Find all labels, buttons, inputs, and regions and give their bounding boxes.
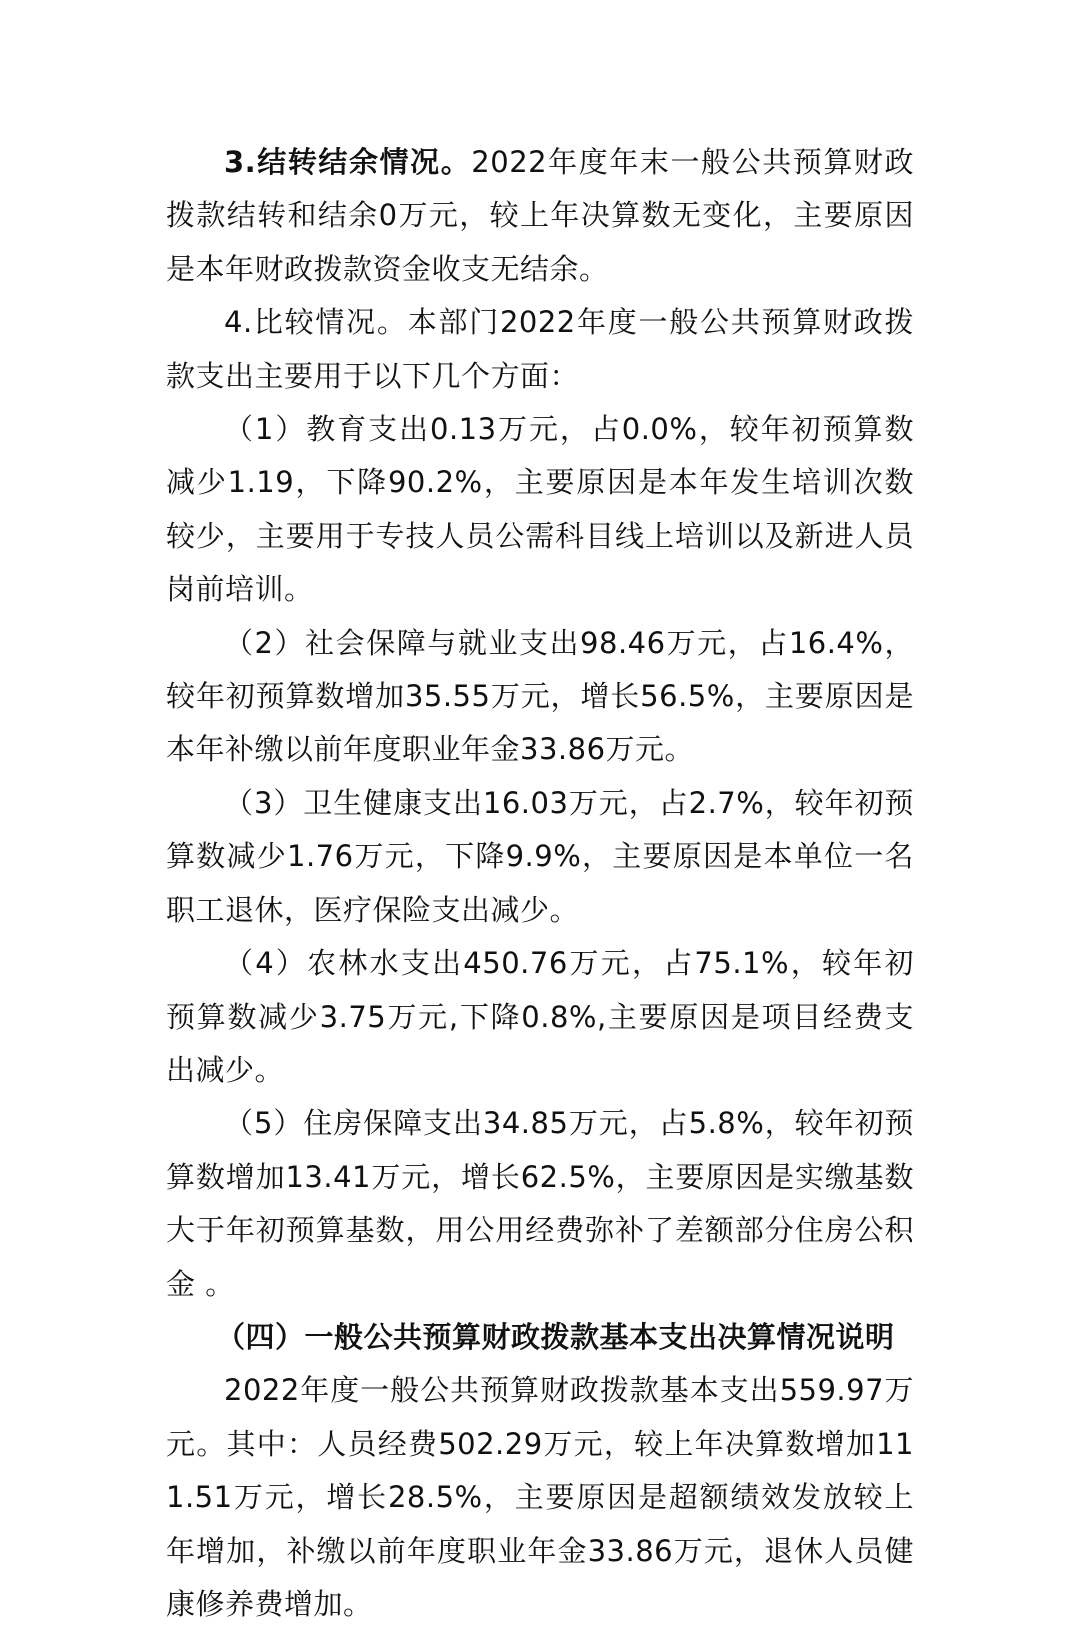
comparison-paragraph [166,296,914,403]
basic-expenditure-heading: （四）一般公共预算财政拨款基本支出决算情况说明 [216,1319,895,1354]
item-agriculture: （4）农林水支出450.76万元，占75.1%，较年初预算数减少3.75万元,下降0.8%,主要原因是项目经费支出减少。 [166,946,914,1087]
document-body [166,136,914,1631]
carryover-lead: 3.结转结余情况。 [224,145,472,179]
carryover-text: 2022年度年末一般公共预算财政拨款结转和结余0万元，较上年决算数无变化，主要原因是本年财政拨款资金收支无结余。 [166,145,914,286]
item-education: （1）教育支出0.13万元，占0.0%，较年初预算数减少1.19，下降90.2%，主要原因是本年发生培训次数较少，主要用于专技人员公需科目线上培训以及新进人员岗前培训。 [166,412,914,607]
basic-expenditure-paragraph: 2022年度一般公共预算财政拨款基本支出559.97万元。其中：人员经费502.29万元，较上年决算数增加111.51万元，增长28.5%，主要原因是超额绩效发放较上年增加，补缴以前年度职业年金33.86万元，退休人员健康修养费增加。 [166,1373,914,1621]
item-housing: （5）住房保障支出34.85万元，占5.8%，较年初预算数增加13.41万元，增长62.5%，主要原因是实缴基数大于年初预算基数，用公用经费弥补了差额部分住房公积金 。 [166,1106,914,1301]
comparison-text: 本部门2022年度一般公共预算财政拨款支出主要用于以下几个方面： [166,305,915,393]
item-social-security: （2）社会保障与就业支出98.46万元，占16.4%，较年初预算数增加35.55万元，增长56.5%，主要原因是本年补缴以前年度职业年金33.86万元。 [166,625,914,767]
carryover-paragraph [166,136,914,296]
comparison-lead: 4.比较情况。 [224,305,408,340]
item-health: （3）卫生健康支出16.03万元，占2.7%，较年初预算数减少1.76万元，下降9.9%，主要原因是本单位一名职工退休，医疗保险支出减少。 [166,785,914,927]
